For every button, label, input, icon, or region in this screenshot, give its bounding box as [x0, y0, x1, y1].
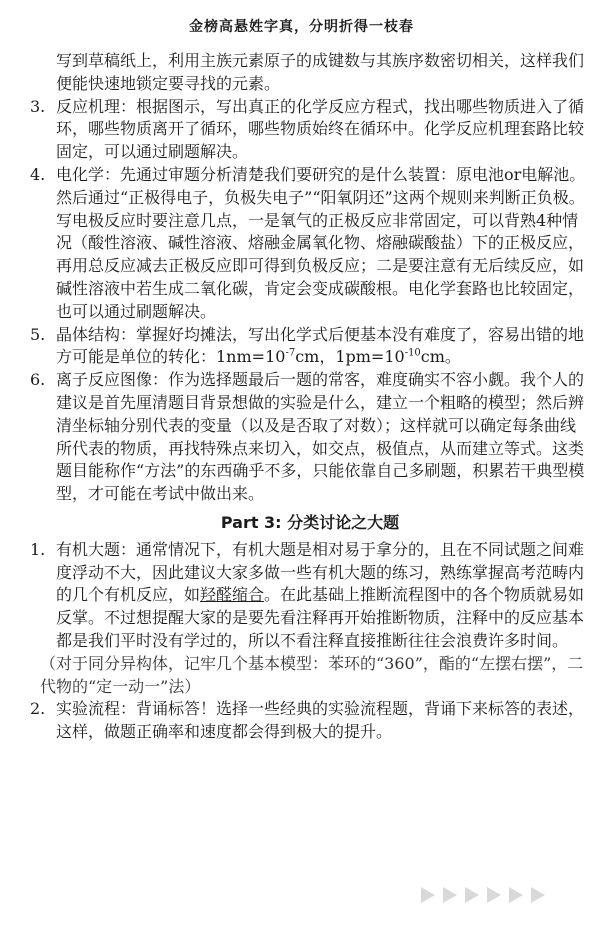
item-number: 2. [30, 699, 46, 719]
item-text: 电化学：先通过审题分析清楚我们要研究的是什么装置：原电池or电解池。然后通过“正极得电子，负极失电子”“阳氧阴还”这两个规则来判断正负极。写电极反应时要注意几点，一是氧气的正极反应非常固定，可以背熟4种情况（酸性溶液、碱性溶液、熔融金属氧化物、熔融碳酸盐）下的正极反应，再用总反应减去正极反应即可得到负极反应；二是要注意有无后续反应，如碱性溶液中若生成二氧化碳，肯定会变成碳酸根。电化学套路也比较固定，也可以通过刷题解决。 [56, 164, 586, 321]
item-number: 6. [30, 370, 46, 390]
item-number: 3. [30, 96, 46, 116]
page-header: 金榜高悬姓字真，分明折得一枝春 [189, 19, 414, 35]
list-item-organic [30, 539, 590, 653]
item-text-part-2: cm，1pm=10 [295, 347, 405, 367]
exponent-1: -7 [285, 348, 296, 360]
item-number: 5. [30, 324, 46, 344]
list-item-crystal-structure [30, 324, 590, 370]
item-number: 4. [30, 164, 46, 184]
exponent-2: -10 [404, 348, 421, 360]
intro-line-2: 关，这样我们便能快速地锁定要寻找的元素。 [56, 51, 585, 93]
item-text-part-1: 有机大题：通常情况下，有机大题是相对易于拿分的，且在不同试题之间难度浮动不大，因此建议大家多做一些有机大题的练习，熟练掌握高考范畴内的几个有机反应，如 [56, 539, 585, 605]
intro-paragraph [30, 50, 590, 96]
list-item-ionic-reaction [30, 369, 590, 506]
document-body [30, 50, 590, 744]
list-item-reaction-mechanism [30, 96, 590, 164]
list-item-experiment [30, 698, 590, 744]
item-text-part-3: cm。 [420, 347, 461, 367]
item-text: 反应机理：根据图示，写出真正的化学反应方程式，找出哪些物质进入了循环，哪些物质离开了循环，哪些物质始终在循环中。化学反应机理套路比较固定，可以通过刷题解决。 [56, 96, 585, 162]
item-number: 1. [30, 539, 46, 559]
intro-line-1: 写到草稿纸上，利用主族元素原子的成键数与其族序数密切相 [56, 51, 489, 70]
item-text: 实验流程：背诵标答！选择一些经典的实验流程题，背诵下来标答的表述，这样，做题正确率和速度都会得到极大的提升。 [56, 699, 585, 742]
watermark-mark [415, 883, 565, 907]
item-text: 离子反应图像：作为选择题最后一题的常客，难度确实不容小觑。我个人的建议是首先厘清题目背景想做的实验是什么，建立一个粗略的模型；然后辨清坐标轴分别代表的变量（以及是否取了对数）；这样就可以确定每条曲线所代表的物质，再找特殊点来切入，如交点，极值点，从而建立等式。这类题目能称作“方法”的东西确乎不多，只能依靠自己多刷题，积累若干典型模型，才可能在考试中做出来。 [56, 370, 585, 504]
list-item-electrochemistry [30, 164, 590, 324]
isomer-note: （对于同分异构体，记牢几个基本模型：苯环的“360”，酯的“左摆右摆”，二代物的“定一动一”法） [40, 653, 584, 696]
section-title: Part 3: 分类讨论之大题 [220, 512, 400, 532]
underlined-term: 羟醛缩合 [200, 585, 265, 605]
item-text-part-2: 。在此基础上推断流程图中的各个物质就易如反掌。不过想提醒大家的是要先看注释再开始推断物质，注释中的反应基本都是我们平时没有学过的，所以不看注释直接推断往往会浪费许多时间。 [56, 585, 585, 650]
item-text-part-1: 晶体结构：掌握好均摊法，写出化学式后便基本没有难度了，容易出错的地方可能是单位的转化：1nm=10 [56, 324, 585, 367]
